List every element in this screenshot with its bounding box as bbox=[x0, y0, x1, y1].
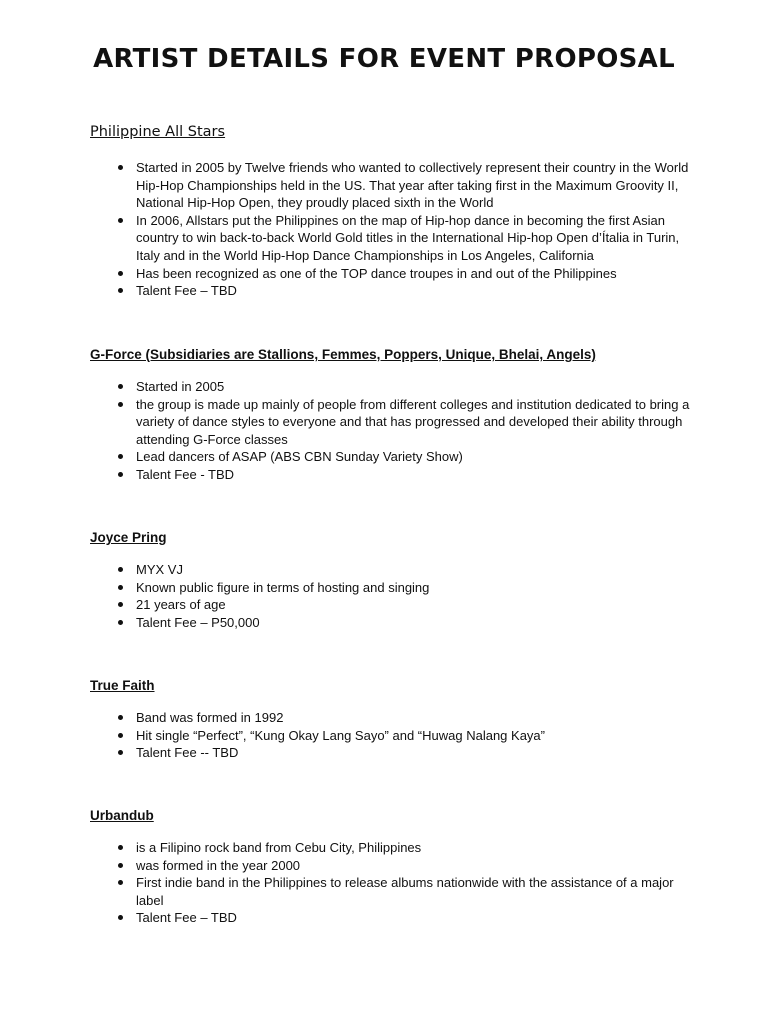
section-g-force bbox=[90, 347, 690, 484]
list-item: the group is made up mainly of people from different colleges and institution dedicated to bring a variety of dance styles to everyone and that has progressed and developed their ability through attending G-Force classes bbox=[90, 396, 690, 449]
section-heading: Philippine All Stars bbox=[90, 124, 226, 140]
bullet-list bbox=[90, 561, 690, 631]
list-item: Talent Fee – P50,000 bbox=[90, 614, 690, 632]
section-joyce-pring bbox=[90, 530, 690, 631]
list-item: Lead dancers of ASAP (ABS CBN Sunday Variety Show) bbox=[90, 448, 690, 466]
list-item: is a Filipino rock band from Cebu City, Philippines bbox=[90, 839, 690, 857]
section-heading: Urbandub bbox=[90, 808, 154, 823]
list-item: MYX VJ bbox=[90, 561, 690, 579]
section-heading: G-Force (Subsidiaries are Stallions, Femmes, Poppers, Unique, Bhelai, Angels) bbox=[90, 347, 596, 362]
list-item: In 2006, Allstars put the Philippines on the map of Hip-hop dance in becoming the first Asian country to win back-to-back World Gold titles in the International Hip-hop Open d’Ítalia in Turin, Italy and in the World Hip-Hop Dance Championships in Los Angeles, California bbox=[90, 212, 690, 265]
bullet-list bbox=[90, 839, 690, 927]
list-item: Band was formed in 1992 bbox=[90, 709, 690, 727]
list-item: Hit single “Perfect”, “Kung Okay Lang Sayo” and “Huwag Nalang Kaya” bbox=[90, 727, 690, 745]
list-item: 21 years of age bbox=[90, 596, 690, 614]
section-heading: True Faith bbox=[90, 678, 155, 693]
section-heading: Joyce Pring bbox=[90, 530, 167, 545]
document-title: ARTIST DETAILS FOR EVENT PROPOSAL bbox=[93, 44, 675, 74]
section-urbandub bbox=[90, 808, 690, 927]
list-item: Started in 2005 bbox=[90, 378, 690, 396]
section-philippine-all-stars bbox=[90, 124, 690, 300]
list-item: Talent Fee – TBD bbox=[90, 909, 690, 927]
bullet-list bbox=[90, 159, 690, 300]
list-item: Has been recognized as one of the TOP dance troupes in and out of the Philippines bbox=[90, 265, 690, 283]
list-item: Talent Fee -- TBD bbox=[90, 744, 690, 762]
list-item: Talent Fee - TBD bbox=[90, 466, 690, 484]
list-item: was formed in the year 2000 bbox=[90, 857, 690, 875]
section-true-faith bbox=[90, 678, 690, 762]
list-item: Talent Fee – TBD bbox=[90, 282, 690, 300]
bullet-list bbox=[90, 378, 690, 484]
bullet-list bbox=[90, 709, 690, 762]
list-item: Started in 2005 by Twelve friends who wanted to collectively represent their country in the World Hip-Hop Championships held in the US. That year after taking first in the Maximum Groovity II, National Hip-Hop Open, they proudly placed sixth in the World bbox=[90, 159, 690, 212]
list-item: Known public figure in terms of hosting and singing bbox=[90, 579, 690, 597]
list-item: First indie band in the Philippines to release albums nationwide with the assistance of a major label bbox=[90, 874, 690, 909]
